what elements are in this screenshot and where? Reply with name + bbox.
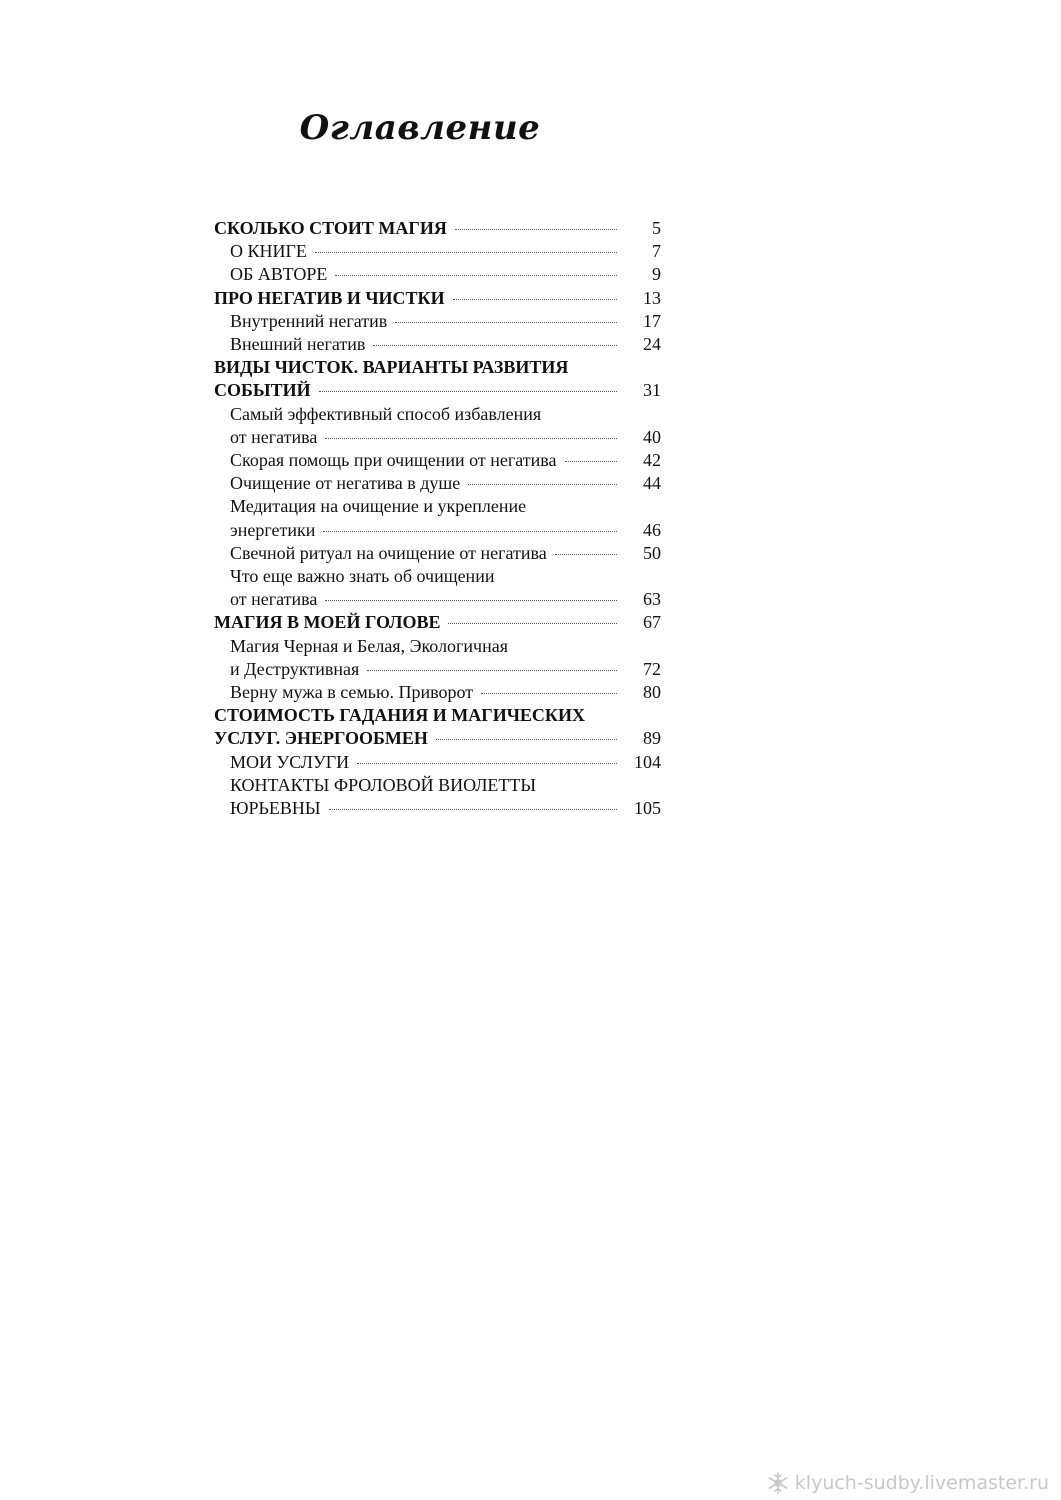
page-number: 31 bbox=[643, 380, 661, 401]
toc-entry-row bbox=[214, 727, 661, 750]
dot-leader bbox=[395, 322, 617, 323]
dot-leader bbox=[315, 252, 617, 253]
dot-leader bbox=[335, 275, 617, 276]
toc-entry-label: МАГИЯ В МОЕЙ ГОЛОВЕ bbox=[214, 612, 441, 633]
toc-chapter bbox=[214, 611, 661, 634]
dot-leader bbox=[468, 484, 617, 485]
toc-entry-row bbox=[230, 449, 661, 472]
dot-leader bbox=[373, 345, 617, 346]
toc-entry-label: Внутренний негатив bbox=[230, 310, 388, 331]
toc-entry-label: О КНИГЕ bbox=[230, 241, 307, 262]
page-title: Оглавление bbox=[299, 108, 541, 148]
dot-leader bbox=[453, 299, 617, 300]
toc-entry-label: УСЛУГ. ЭНЕРГООБМЕН bbox=[214, 728, 428, 749]
toc-entry-label: МОИ УСЛУГИ bbox=[230, 751, 350, 772]
snowflake-icon bbox=[767, 1472, 789, 1494]
page-number: 40 bbox=[643, 426, 661, 447]
toc-entry-row bbox=[230, 658, 661, 681]
toc-chapter bbox=[214, 704, 661, 750]
page-number: 105 bbox=[634, 798, 661, 819]
toc-entry-line: СТОИМОСТЬ ГАДАНИЯ И МАГИЧЕСКИХ bbox=[214, 705, 585, 726]
page-number: 9 bbox=[652, 264, 661, 285]
toc-entry-label: СОБЫТИЙ bbox=[214, 380, 311, 401]
toc-subsection bbox=[214, 751, 661, 774]
page-number: 24 bbox=[643, 334, 661, 355]
dot-leader bbox=[481, 693, 617, 694]
toc-subsection bbox=[214, 263, 661, 286]
toc-entry-row bbox=[230, 519, 661, 542]
page-number: 17 bbox=[643, 310, 661, 331]
toc-subsection bbox=[214, 542, 661, 565]
toc-entry-line: ВИДЫ ЧИСТОК. ВАРИАНТЫ РАЗВИТИЯ bbox=[214, 357, 569, 378]
page-number: 50 bbox=[643, 542, 661, 563]
dot-leader bbox=[555, 554, 617, 555]
toc-subsection bbox=[214, 240, 661, 263]
toc-entry-row bbox=[214, 379, 661, 402]
toc-entry-row bbox=[230, 472, 661, 495]
dot-leader bbox=[319, 391, 617, 392]
toc-entry-label: от негатива bbox=[230, 426, 318, 447]
toc-subsection bbox=[214, 333, 661, 356]
dot-leader bbox=[323, 531, 617, 532]
toc-chapter bbox=[214, 356, 661, 402]
page-number: 67 bbox=[643, 612, 661, 633]
toc-entry-label: от негатива bbox=[230, 589, 318, 610]
toc-entry-label: и Деструктивная bbox=[230, 658, 360, 679]
page-number: 42 bbox=[643, 450, 661, 471]
toc-entry-line: Магия Черная и Белая, Экологичная bbox=[230, 635, 509, 656]
toc-subsection bbox=[214, 635, 661, 681]
table-of-contents bbox=[214, 217, 661, 820]
toc-chapter bbox=[214, 217, 661, 240]
toc-subsection bbox=[214, 774, 661, 820]
toc-entry-label: ПРО НЕГАТИВ И ЧИСТКИ bbox=[214, 287, 445, 308]
toc-entry-row bbox=[230, 310, 661, 333]
page-number: 13 bbox=[643, 287, 661, 308]
toc-subsection bbox=[214, 681, 661, 704]
toc-entry-label: Свечной ритуал на очищение от негатива bbox=[230, 542, 547, 563]
toc-entry-row bbox=[230, 797, 661, 820]
dot-leader bbox=[325, 438, 617, 439]
toc-subsection bbox=[214, 495, 661, 541]
toc-entry-row bbox=[230, 588, 661, 611]
toc-subsection bbox=[214, 310, 661, 333]
dot-leader bbox=[455, 229, 617, 230]
page-number: 63 bbox=[643, 589, 661, 610]
page-number: 5 bbox=[652, 218, 661, 238]
toc-entry-label: энергетики bbox=[230, 519, 316, 540]
toc-entry-row bbox=[230, 263, 661, 286]
toc-entry-label: Скорая помощь при очищении от негатива bbox=[230, 450, 557, 471]
toc-subsection bbox=[214, 565, 661, 611]
dot-leader bbox=[367, 670, 617, 671]
dot-leader bbox=[448, 623, 617, 624]
page-number: 104 bbox=[634, 751, 661, 772]
toc-subsection bbox=[214, 449, 661, 472]
dot-leader bbox=[325, 600, 617, 601]
toc-entry-line: Что еще важно знать об очищении bbox=[230, 566, 495, 587]
dot-leader bbox=[357, 763, 617, 764]
page-number: 72 bbox=[643, 658, 661, 679]
toc-entry-line: КОНТАКТЫ ФРОЛОВОЙ ВИОЛЕТТЫ bbox=[230, 774, 537, 795]
page-number: 7 bbox=[652, 241, 661, 262]
dot-leader bbox=[436, 739, 617, 740]
dot-leader bbox=[565, 461, 618, 462]
page-number: 89 bbox=[643, 728, 661, 749]
toc-chapter bbox=[214, 287, 661, 310]
dot-leader bbox=[329, 809, 617, 810]
toc-entry-label: Верну мужа в семью. Приворот bbox=[230, 682, 474, 703]
page-number: 44 bbox=[643, 473, 661, 494]
toc-entry-row bbox=[230, 333, 661, 356]
toc-entry-row bbox=[230, 426, 661, 449]
toc-entry-row bbox=[230, 751, 661, 774]
toc-entry-row bbox=[230, 681, 661, 704]
toc-entry-row bbox=[214, 611, 661, 634]
toc-entry-label: ОБ АВТОРЕ bbox=[230, 264, 328, 285]
watermark-text: klyuch-sudby.livemaster.ru bbox=[794, 1472, 1049, 1494]
toc-entry-row bbox=[214, 287, 661, 310]
page-number: 46 bbox=[643, 519, 661, 540]
toc-entry-label: Внешний негатив bbox=[230, 334, 366, 355]
toc-entry-row bbox=[230, 542, 661, 565]
toc-entry-row bbox=[230, 240, 661, 263]
watermark bbox=[767, 1472, 1049, 1494]
toc-subsection bbox=[214, 472, 661, 495]
toc-entry-line: Самый эффективный способ избавления bbox=[230, 403, 542, 424]
page-number: 80 bbox=[643, 682, 661, 703]
toc-entry-label: ЮРЬЕВНЫ bbox=[230, 798, 321, 819]
toc-entry-row bbox=[214, 217, 661, 240]
toc-entry-line: Медитация на очищение и укрепление bbox=[230, 496, 527, 517]
toc-subsection bbox=[214, 403, 661, 449]
toc-entry-label: СКОЛЬКО СТОИТ МАГИЯ bbox=[214, 218, 447, 238]
toc-entry-label: Очищение от негатива в душе bbox=[230, 473, 461, 494]
